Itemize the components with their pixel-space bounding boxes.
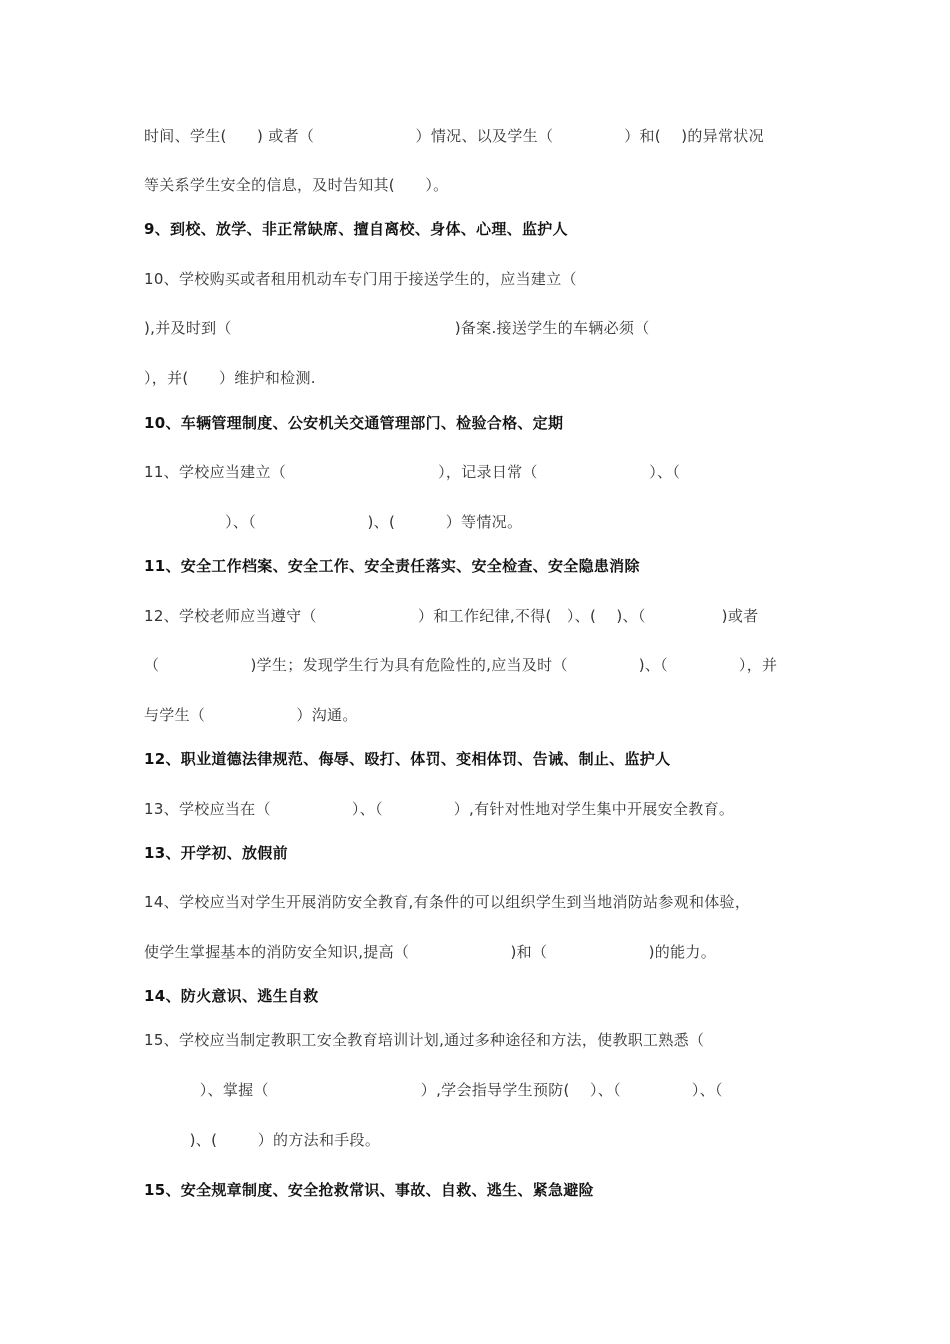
answer-line: 15、安全规章制度、安全抢救常识、事故、自救、逃生、紧急避险 (144, 1181, 594, 1199)
text-line: 时间、学生( ) 或者（ ）情况、以及学生（ ）和( )的异常状况 (144, 127, 764, 145)
answer-line: 12、职业道德法律规范、侮辱、殴打、体罚、变相体罚、告诫、制止、监护人 (144, 750, 671, 768)
text-line: ）、（ )、( ）等情况。 (144, 513, 523, 531)
text-line: 与学生（ ）沟通。 (144, 706, 358, 724)
text-line: 11、学校应当建立（ ），记录日常（ ）、（ (144, 463, 681, 481)
text-line: 10、学校购买或者租用机动车专门用于接送学生的，应当建立（ (144, 270, 577, 288)
text-line: ),并及时到（ )备案.接送学生的车辆必须（ (144, 319, 650, 337)
text-line: )、( ）的方法和手段。 (144, 1131, 381, 1149)
text-line: 12、学校老师应当遵守（ ）和工作纪律,不得( ）、( )、（ )或者 (144, 607, 759, 625)
answer-line: 9、到校、放学、非正常缺席、擅自离校、身体、心理、监护人 (144, 220, 568, 238)
text-line: （ )学生；发现学生行为具有危险性的,应当及时（ )、（ ），并 (144, 656, 778, 674)
text-line: ），并( ）维护和检测. (144, 369, 316, 387)
answer-line: 10、车辆管理制度、公安机关交通管理部门、检验合格、定期 (144, 414, 564, 432)
text-line: 15、学校应当制定教职工安全教育培训计划,通过多种途径和方法，使教职工熟悉（ (144, 1031, 705, 1049)
text-line: 等关系学生安全的信息，及时告知其( ）。 (144, 176, 449, 194)
answer-line: 14、防火意识、逃生自救 (144, 987, 319, 1005)
answer-line: 11、安全工作档案、安全工作、安全责任落实、安全检查、安全隐患消除 (144, 557, 640, 575)
text-line: 13、学校应当在（ ）、（ ）,有针对性地对学生集中开展安全教育。 (144, 800, 735, 818)
text-line: 使学生掌握基本的消防安全知识,提高（ )和（ )的能力。 (144, 943, 716, 961)
text-line: 14、学校应当对学生开展消防安全教育,有条件的可以组织学生到当地消防站参观和体验， (144, 893, 751, 911)
answer-line: 13、开学初、放假前 (144, 844, 288, 862)
text-line: ）、掌握（ ）,学会指导学生预防( ）、（ ）、（ (144, 1081, 723, 1099)
